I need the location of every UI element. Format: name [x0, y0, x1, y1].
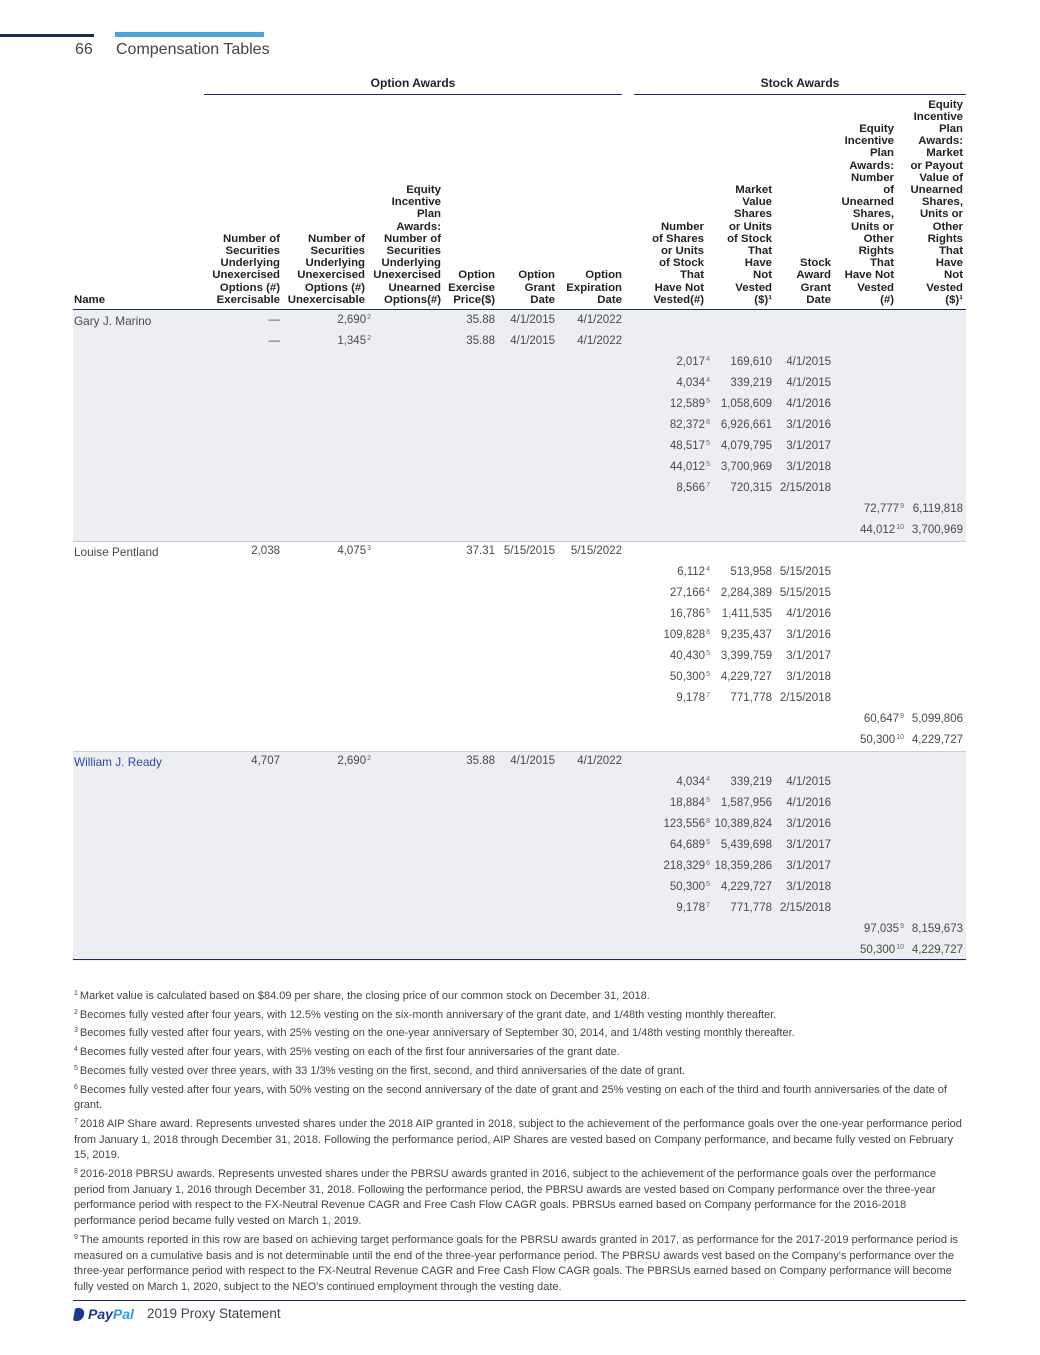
exercise-price-cell: 35.88: [466, 314, 495, 326]
unvested-shares-cell: 16,786$^5$: [669, 608, 710, 620]
options-exercisable-cell: 2,038: [251, 545, 280, 557]
table-bottom-rule: [73, 959, 966, 960]
column-header: Number of Securities Underlying Unexercised Options (#) Exercisable: [212, 232, 280, 306]
market-value-cell: 513,958: [730, 566, 772, 578]
unvested-shares-cell: 218,329$^6$: [663, 860, 710, 872]
payout-value-cell: 5,099,806: [911, 713, 963, 725]
group-heading-stock-awards: Stock Awards: [760, 76, 840, 90]
footnote: $^8$ 2016-2018 PBRSU awards. Represents unvested shares under the PBRSU awards granted in 2016, subject to the achievement of the performance goals over the performance period from January 1, 2016 through December 31, 2018. Following the performance period, the PBRSU awards are vested based on Company performance over the three-year performance period with respect to the FX-Neutral Revenue CAGR and Free Cash Flow CAGR goals. PBRSUs earned based on Company performance for the 2016-2018 performance period became fully vested on March 1, 2019.: [74, 1168, 936, 1228]
unvested-shares-cell: 123,556$^8$: [663, 818, 710, 830]
stock-grant-date-cell: 4/1/2016: [786, 398, 831, 410]
market-value-cell: 9,235,437: [720, 629, 772, 641]
executive-name: Gary J. Marino: [74, 314, 152, 328]
stock-grant-date-cell: 3/1/2016: [786, 818, 831, 830]
column-header: Equity Incentive Plan Awards: Market or Payout Value of Unearned Shares, Units or Other Rights That Have Not Vested ($)¹: [910, 98, 963, 306]
stock-grant-date-cell: 3/1/2017: [786, 839, 831, 851]
paypal-logo: PayPal: [74, 1306, 134, 1322]
options-unexercisable-cell: 1,345$^2$: [337, 335, 371, 347]
exercise-price-cell: 37.31: [466, 545, 495, 557]
payout-value-cell: 4,229,727: [911, 944, 963, 956]
market-value-cell: 771,778: [730, 692, 772, 704]
unvested-shares-cell: 27,166$^4$: [669, 587, 710, 599]
option-grant-date-cell: 4/1/2015: [510, 314, 555, 326]
unvested-shares-cell: 44,012$^5$: [669, 461, 710, 473]
column-header: Number of Shares or Units of Stock That Have Not Vested(#): [652, 220, 704, 306]
stock-grant-date-cell: 2/15/2018: [779, 482, 831, 494]
executive-name[interactable]: William J. Ready: [74, 755, 162, 769]
unearned-units-cell: 50,300$^{10}$: [860, 734, 904, 746]
unvested-shares-cell: 64,689$^5$: [669, 839, 710, 851]
options-unexercisable-cell: 4,075$^3$: [337, 545, 371, 557]
exercise-price-cell: 35.88: [466, 335, 495, 347]
market-value-cell: 169,610: [730, 356, 772, 368]
market-value-cell: 4,229,727: [720, 881, 772, 893]
market-value-cell: 2,284,389: [720, 587, 772, 599]
unvested-shares-cell: 4,034$^4$: [676, 776, 710, 788]
options-exercisable-cell: —: [268, 335, 280, 347]
page-title: Compensation Tables: [116, 41, 270, 58]
footnote: $^7$ 2018 AIP Share award. Represents unvested shares under the 2018 AIP granted in 2018, subject to the achievement of the performance goals over the one-year performance period from January 1, 2018 through December 31, 2018. Following the performance period, AIP Shares are vested based on Company performance, and became fully vested on February 15, 2019.: [74, 1117, 962, 1162]
unvested-shares-cell: 50,300$^5$: [669, 671, 710, 683]
options-unexercisable-cell: 2,690$^2$: [337, 755, 371, 767]
footnote: $^4$ Becomes fully vested after four years, with 25% vesting on each of the first four anniversaries of the grant date.: [74, 1046, 620, 1059]
column-header: Stock Award Grant Date: [796, 257, 831, 306]
page-number: 66: [75, 41, 93, 58]
option-expiration-cell: 4/1/2022: [577, 314, 622, 326]
unearned-units-cell: 60,647$^9$: [863, 713, 904, 725]
option-grant-date-cell: 5/15/2015: [503, 545, 555, 557]
stock-grant-date-cell: 4/1/2015: [786, 356, 831, 368]
footnote: $^9$ The amounts reported in this row are based on achieving target performance goals for the PBRSU awards granted in 2017, as performance for the 2017-2019 performance period is measured on a cumulative basis and is not determinable until the end of the three-year performance period. The PBRSU awards vest based on the Company's performance over the three-year performance period with respect to the FX-Neutral Revenue CAGR and Free Cash Flow CAGR goals. The PBRSUs earned based on Company performance will become fully vested on March 1, 2020, subject to the NEO's continued employment through the vesting date.: [74, 1233, 958, 1293]
unvested-shares-cell: 9,178$^7$: [676, 692, 710, 704]
group-heading-option-awards: Option Awards: [370, 76, 456, 90]
payout-value-cell: 6,119,818: [912, 503, 963, 515]
unearned-units-cell: 44,012$^{10}$: [860, 524, 904, 536]
market-value-cell: 339,219: [730, 377, 772, 389]
footer-rule: [73, 1300, 966, 1301]
unvested-shares-cell: 48,517$^5$: [669, 440, 710, 452]
column-header: Number of Securities Underlying Unexercised Options (#) Unexercisable: [287, 232, 365, 306]
market-value-cell: 1,411,535: [721, 608, 772, 620]
payout-value-cell: 4,229,727: [911, 734, 963, 746]
market-value-cell: 771,778: [730, 902, 772, 914]
group-rule-option-awards: [204, 94, 622, 95]
option-expiration-cell: 4/1/2022: [577, 335, 622, 347]
market-value-cell: 339,219: [730, 776, 772, 788]
unearned-units-cell: 72,777$^9$: [863, 503, 904, 515]
column-header: Option Grant Date: [518, 269, 555, 306]
column-header: Equity Incentive Plan Awards: Number of Securities Underlying Unexercised Unearned Options(#): [373, 183, 441, 306]
stock-grant-date-cell: 3/1/2018: [786, 671, 831, 683]
option-expiration-cell: 4/1/2022: [577, 755, 622, 767]
option-grant-date-cell: 4/1/2015: [510, 755, 555, 767]
stock-grant-date-cell: 3/1/2018: [786, 881, 831, 893]
header-accent-bar-light: [115, 32, 264, 37]
unearned-units-cell: 97,035$^9$: [863, 923, 904, 935]
market-value-cell: 18,359,286: [714, 860, 772, 872]
market-value-cell: 10,389,824: [714, 818, 772, 830]
options-unexercisable-cell: 2,690$^2$: [337, 314, 371, 326]
stock-grant-date-cell: 2/15/2018: [779, 902, 831, 914]
column-header: Name: [74, 293, 106, 306]
paypal-p-icon: [73, 1308, 85, 1321]
market-value-cell: 3,700,969: [720, 461, 772, 473]
stock-grant-date-cell: 3/1/2018: [786, 461, 831, 473]
unvested-shares-cell: 109,828$^8$: [663, 629, 710, 641]
column-header: Option Exercise Price($): [448, 269, 495, 306]
footnote: $^6$ Becomes fully vested after four years, with 50% vesting on the second anniversary of the date of grant and 25% vesting on each of the third and fourth anniversaries of the date of grant.: [74, 1083, 947, 1112]
market-value-cell: 1,587,956: [720, 797, 772, 809]
row-separator: [73, 751, 966, 752]
stock-grant-date-cell: 3/1/2016: [786, 419, 831, 431]
footnote: $^3$ Becomes fully vested after four years, with 25% vesting on the one-year anniversary of September 30, 2014, and 1/48th vesting monthly thereafter.: [74, 1027, 795, 1040]
footnote: $^1$ Market value is calculated based on $84.09 per share, the closing price of our common stock on December 31, 2018.: [74, 990, 650, 1002]
executive-name: Louise Pentland: [74, 545, 159, 559]
stock-grant-date-cell: 4/1/2016: [786, 797, 831, 809]
unvested-shares-cell: 12,589$^5$: [669, 398, 710, 410]
stock-grant-date-cell: 3/1/2017: [786, 440, 831, 452]
market-value-cell: 720,315: [730, 482, 772, 494]
options-exercisable-cell: —: [268, 314, 280, 326]
column-header: Market Value Shares or Units of Stock That Have Not Vested ($)¹: [727, 183, 772, 306]
market-value-cell: 6,926,661: [720, 419, 772, 431]
footer-document-title: 2019 Proxy Statement: [147, 1306, 281, 1321]
market-value-cell: 4,229,727: [720, 671, 772, 683]
column-header: Option Expiration Date: [566, 269, 622, 306]
market-value-cell: 5,439,698: [720, 839, 772, 851]
unvested-shares-cell: 18,884$^5$: [669, 797, 710, 809]
unvested-shares-cell: 6,112$^4$: [677, 566, 710, 578]
stock-grant-date-cell: 5/15/2015: [779, 587, 831, 599]
footnote: $^5$ Becomes fully vested over three years, with 33 1/3% vesting on the first, second, and third anniversaries of the date of grant.: [74, 1064, 686, 1077]
stock-grant-date-cell: 4/1/2015: [786, 776, 831, 788]
stock-grant-date-cell: 3/1/2017: [786, 860, 831, 872]
unvested-shares-cell: 8,566$^7$: [676, 482, 710, 494]
unvested-shares-cell: 82,372$^8$: [669, 419, 710, 431]
stock-grant-date-cell: 2/15/2018: [779, 692, 831, 704]
option-expiration-cell: 5/15/2022: [570, 545, 622, 557]
payout-value-cell: 3,700,969: [911, 524, 963, 536]
column-header: Equity Incentive Plan Awards: Number of Unearned Shares, Units or Other Rights That Have Not Vested (#): [841, 122, 894, 306]
unvested-shares-cell: 2,017$^4$: [676, 356, 710, 368]
footnotes: [74, 986, 966, 1296]
header-accent-bar: [0, 34, 94, 37]
stock-grant-date-cell: 5/15/2015: [779, 566, 831, 578]
footnote: $^2$ Becomes fully vested after four years, with 12.5% vesting on the six-month anniversary of the grant date, and 1/48th vesting monthly thereafter.: [74, 1008, 777, 1021]
stock-grant-date-cell: 4/1/2016: [786, 608, 831, 620]
unvested-shares-cell: 4,034$^4$: [676, 377, 710, 389]
row-separator: [73, 541, 966, 542]
market-value-cell: 1,058,609: [720, 398, 772, 410]
unvested-shares-cell: 40,430$^5$: [669, 650, 710, 662]
options-exercisable-cell: 4,707: [251, 755, 280, 767]
unearned-units-cell: 50,300$^{10}$: [860, 944, 904, 956]
payout-value-cell: 8,159,673: [911, 923, 963, 935]
unvested-shares-cell: 50,300$^5$: [669, 881, 710, 893]
exercise-price-cell: 35.88: [466, 755, 495, 767]
market-value-cell: 4,079,795: [720, 440, 772, 452]
stock-grant-date-cell: 3/1/2016: [786, 629, 831, 641]
group-rule-stock-awards: [634, 94, 966, 95]
stock-grant-date-cell: 4/1/2015: [786, 377, 831, 389]
stock-grant-date-cell: 3/1/2017: [786, 650, 831, 662]
market-value-cell: 3,399,759: [720, 650, 772, 662]
option-grant-date-cell: 4/1/2015: [510, 335, 555, 347]
unvested-shares-cell: 9,178$^7$: [676, 902, 710, 914]
